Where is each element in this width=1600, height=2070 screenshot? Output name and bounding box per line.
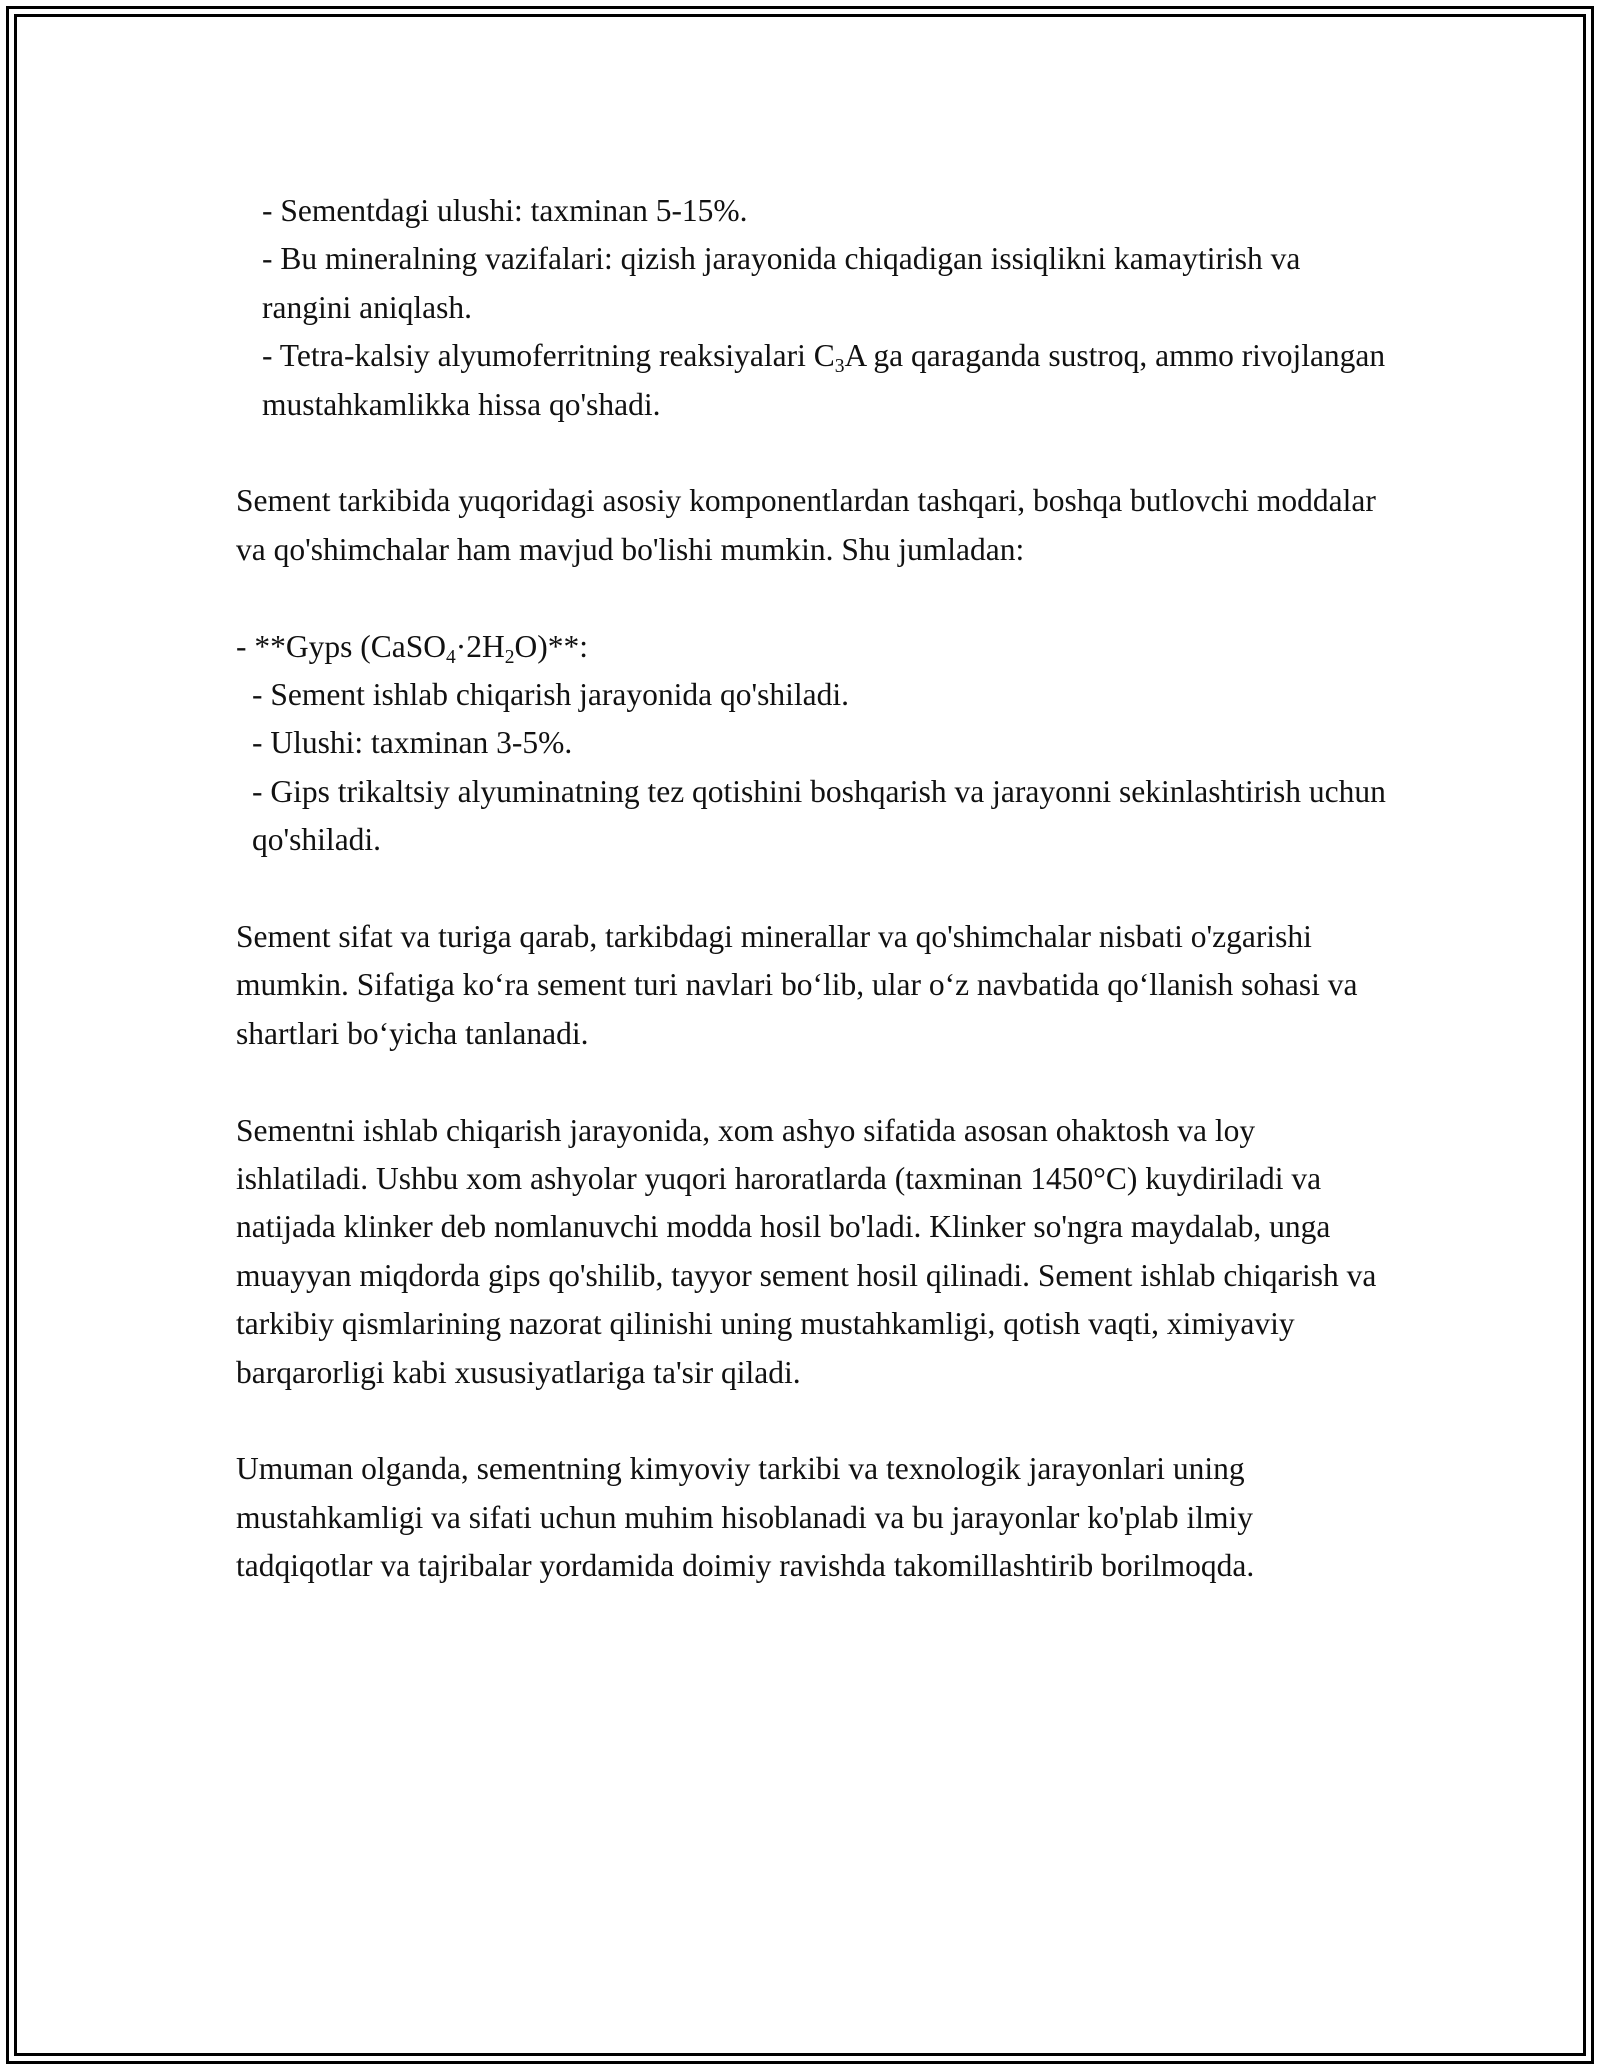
paragraph-gap (236, 1058, 1386, 1106)
paragraph-cement-types: Sement sifat va turiga qarab, tarkibdagi minerallar va qo'shimchalar nisbati o'zgarishi mumkin. Sifatiga ko‘ra sement turi navlari bo‘lib, ular o‘z navbatida qo‘llanish sohasi va shartlari bo‘yicha tanlanadi. (236, 919, 1358, 1051)
gyps-subscript-2: 2 (504, 646, 515, 668)
gyps-heading (236, 623, 1386, 671)
reactions-subscript: 3 (834, 356, 845, 378)
gyps-heading-end: O)**: (514, 628, 589, 664)
paragraph-other-components: Sement tarkibida yuqoridagi asosiy komponentlardan tashqari, boshqa butlovchi moddalar va qo'shimchalar ham mavjud bo'lishi mumkin. Shu jumladan: (236, 483, 1376, 567)
list-item-share: - Sementdagi ulushi: taxminan 5-15%. (262, 193, 748, 228)
document-body (236, 187, 1386, 1591)
gyps-heading-start: - **Gyps (CaSO (236, 628, 446, 664)
reactions-text-start: - Tetra-kalsiy alyumoferritning reaksiyalari C (262, 338, 835, 374)
paragraph-gap (236, 1397, 1386, 1445)
list-item-functions: - Bu mineralning vazifalari: qizish jarayonida chiqadigan issiqlikni kamaytirish va rangini aniqlash. (262, 241, 1301, 325)
reactions-text-end: A ga qaraganda sustroq, ammo rivojlangan mustahkamlikka hissa qo'shadi. (262, 338, 1386, 422)
gyps-subscript-4: 4 (446, 646, 456, 668)
paragraph-gap (236, 429, 1386, 477)
paragraph-conclusion: Umuman olganda, sementning kimyoviy tarkibi va texnologik jarayonlari uning mustahkamligi va sifati uchun muhim hisoblanadi va bu jarayonlar ko'plab ilmiy tadqiqotlar va tajribalar yordamida doimiy ravishda takomillashtirib borilmoqda. (236, 1451, 1255, 1584)
gyps-item-purpose: - Gips trikaltsiy alyuminatning tez qotishini boshqarish va jarayonni sekinlashtirish uchun qo'shiladi. (252, 773, 1386, 858)
paragraph-production: Sementni ishlab chiqarish jarayonida, xom ashyo sifatida asosan ohaktosh va loy ishlatiladi. Ushbu xom ashyolar yuqori haroratlarda (taxminan 1450°C) kuydiriladi va natijada klinker deb nomlanuvchi modda hosil bo'ladi. Klinker so'ngra maydalab, unga muayyan miqdorda gips qo'shilib, tayyor sement hosil qilinadi. Sement ishlab chiqarish va tarkibiy qismlarining nazorat qilinishi uning mustahkamligi, qotish vaqti, ximiyaviy barqarorligi kabi xususiyatlariga ta'sir qiladi. (236, 1112, 1377, 1390)
gyps-item-share: - Ulushi: taxminan 3-5%. (252, 725, 573, 761)
paragraph-gap (236, 574, 1386, 622)
gyps-item-added: - Sement ishlab chiqarish jarayonida qo'shiladi. (252, 677, 850, 713)
list-item-reactions (236, 332, 1386, 429)
gyps-heading-middle: ·2H (455, 628, 505, 664)
paragraph-gap (236, 865, 1386, 913)
